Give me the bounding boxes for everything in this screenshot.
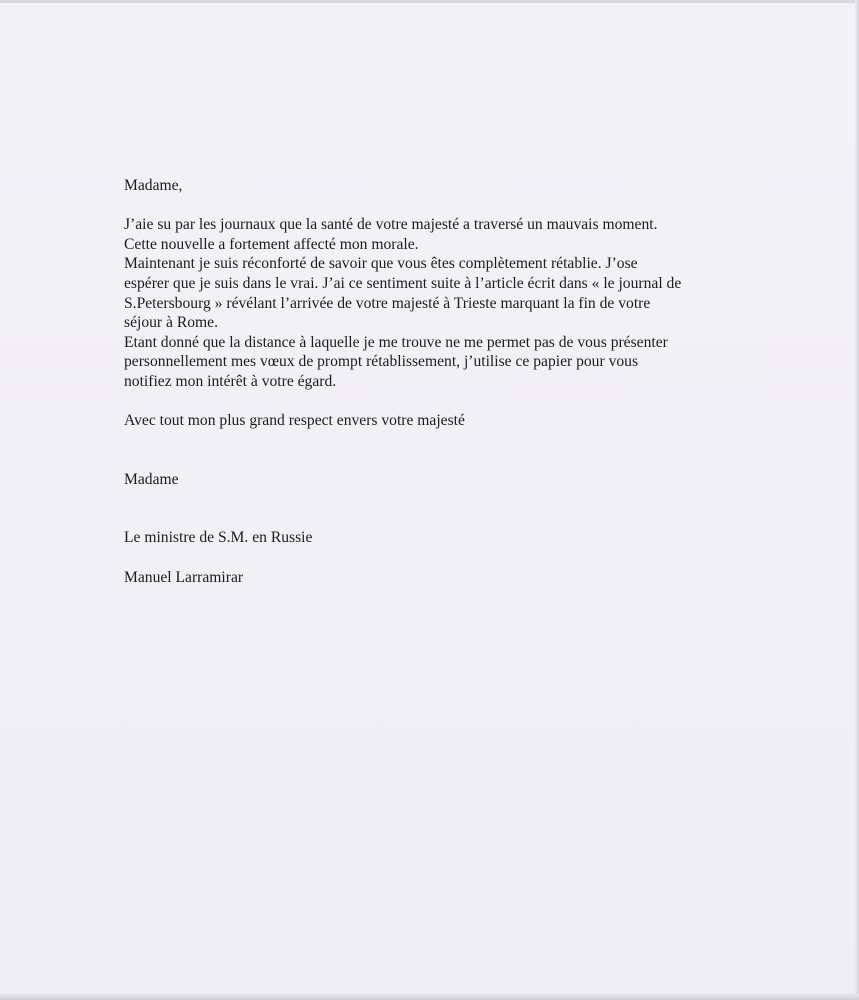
salutation: Madame, (124, 177, 183, 194)
paper-bottom-edge (0, 994, 859, 1000)
body-line: S.Petersbourg » révélant l’arrivée de votre majesté à Trieste marquant la fin de votre (124, 294, 651, 312)
body-line: notifiez mon intérêt à votre égard. (124, 372, 337, 390)
signatory-name: Manuel Larramirar (124, 568, 244, 586)
paper-right-edge (855, 0, 859, 1000)
respect-line: Avec tout mon plus grand respect envers votre majesté (124, 412, 465, 430)
signatory-title: Le ministre de S.M. en Russie (124, 529, 313, 547)
body-line: espérer que je suis dans le vrai. J’ai ce sentiment suite à l’article écrit dans « le journal de (124, 274, 682, 292)
letter-body (124, 176, 734, 587)
body-line: Maintenant je suis réconforté de savoir que vous êtes complètement rétablie. J’ose (124, 255, 638, 273)
body-line: Cette nouvelle a fortement affecté mon morale. (124, 235, 419, 253)
paper-top-edge (0, 0, 859, 3)
body-line: J’aie su par les journaux que la santé de votre majesté a traversé un mauvais moment. (124, 216, 658, 234)
body-line: personnellement mes vœux de prompt rétablissement, j’utilise ce papier pour vous (124, 353, 639, 371)
body-line: séjour à Rome. (124, 314, 218, 332)
closing: Madame (124, 470, 179, 488)
body-line: Etant donné que la distance à laquelle je me trouve ne me permet pas de vous présenter (124, 333, 668, 351)
